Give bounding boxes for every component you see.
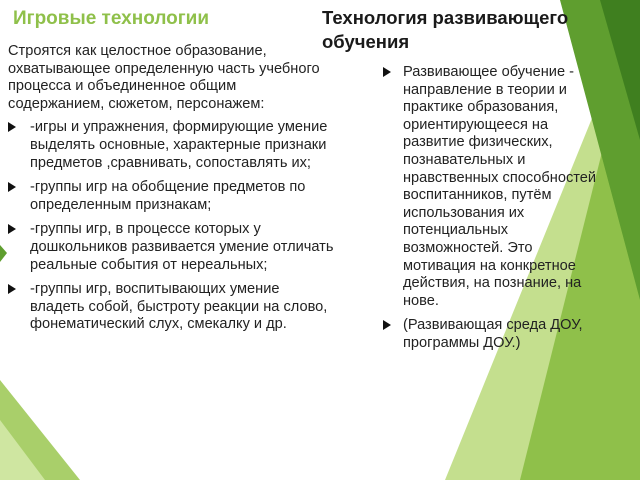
left-intro-text: Строятся как целостное образование, охватывающее определенную часть учебного процесса и объединенное общим содержанием, сюжетом, персонажем: (8, 43, 320, 112)
list-item (8, 119, 334, 172)
right-bullet-list (383, 64, 608, 353)
right-column (383, 64, 608, 360)
list-item (383, 317, 608, 352)
arrow-bullet-icon (383, 67, 391, 77)
list-item-text: Развивающее обучение - направление в теории и практике образования, ориентирующееся на развитие физических, познавательных и нравственных способностей воспитанников, путём использования их потенциальных возможностей. Это мотивация на конкретное действия, на познание, на нове. (403, 64, 597, 309)
left-column (8, 43, 334, 341)
arrow-bullet-icon (8, 224, 16, 234)
list-item-text: (Развивающая среда ДОУ, программы ДОУ.) (403, 317, 583, 351)
list-item (8, 221, 334, 274)
list-item (8, 179, 334, 214)
left-dark-stripe (0, 245, 7, 262)
arrow-bullet-icon (8, 122, 16, 132)
list-item-text: -группы игр, в процессе которых у дошкольников развивается умение отличать реальные события от нереальных; (30, 221, 334, 273)
list-item (383, 64, 608, 310)
arrow-bullet-icon (8, 284, 16, 294)
right-column-title: Технология развивающего обучения (322, 7, 569, 52)
arrow-bullet-icon (8, 182, 16, 192)
left-bullet-list (8, 119, 334, 334)
list-item-text: -группы игр, воспитывающих умение владеть собой, быстроту реакции на слово, фонематический слух, смекалку и др. (30, 281, 328, 333)
list-item (8, 281, 334, 334)
left-column-title: Игровые технологии (13, 8, 210, 29)
list-item-text: -группы игр на обобщение предметов по определенным признакам; (30, 179, 306, 213)
list-item-text: -игры и упражнения, формирующие умение выделять основные, характерные признаки предметов ,сравнивать, сопоставлять их; (30, 119, 328, 171)
arrow-bullet-icon (383, 320, 391, 330)
